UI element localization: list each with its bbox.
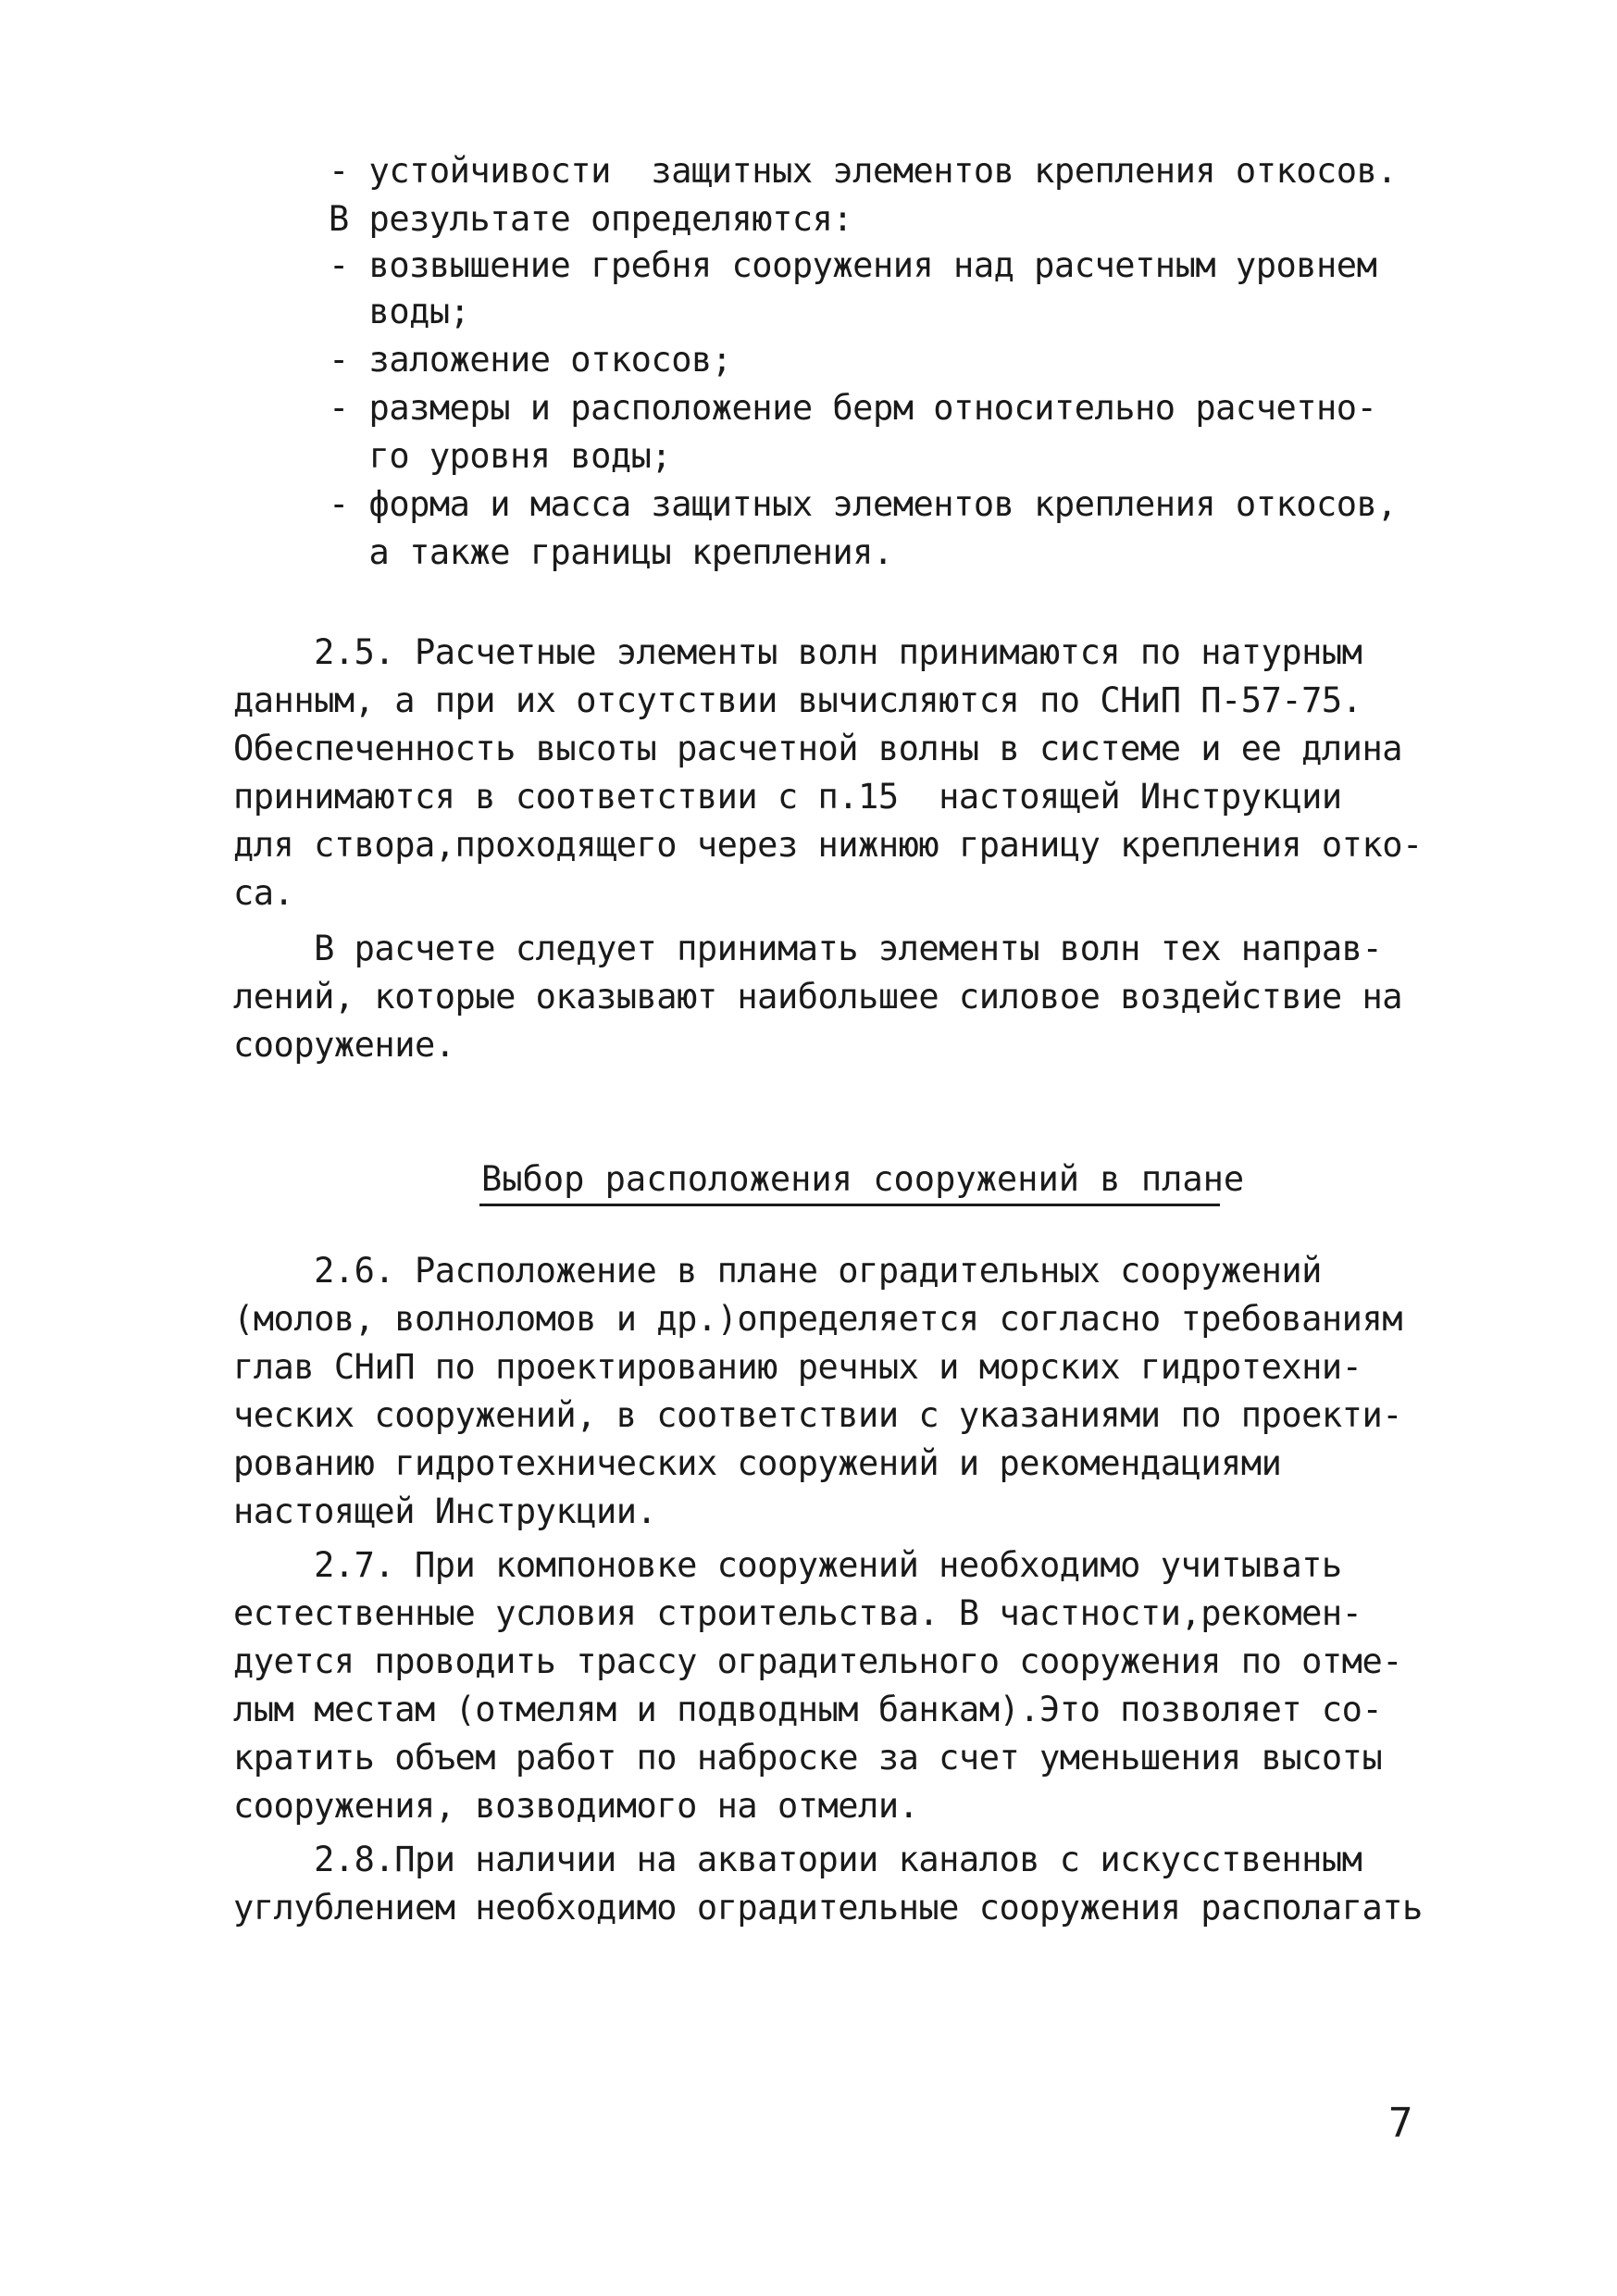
text-line: - размеры и расположение берм относительно расчетно- <box>329 388 1377 428</box>
text-line: ческих сооружений, в соответствии с указаниями по проекти- <box>233 1395 1403 1435</box>
text-line: лений, которые оказывают наибольшее силовое воздействие на <box>233 977 1403 1017</box>
text-line: принимаются в соответствии с п.15 настоящей Инструкции <box>233 777 1342 817</box>
text-line: 2.6. Расположение в плане оградительных сооружений <box>233 1251 1322 1291</box>
text-line: рованию гидротехнических сооружений и рекомендациями <box>233 1443 1282 1483</box>
text-line: В расчете следует принимать элементы волн тех направ- <box>233 929 1383 968</box>
text-line: 2.5. Расчетные элементы волн принимаются по натурным <box>233 632 1362 672</box>
text-line: настоящей Инструкции. <box>233 1491 657 1531</box>
text-line: - заложение откосов; <box>329 340 732 380</box>
text-line: сооружение. <box>233 1025 455 1065</box>
text-line: 2.7. При компоновке сооружений необходимо учитывать <box>233 1545 1342 1585</box>
text-line: - форма и масса защитных элементов крепления откосов, <box>329 484 1398 524</box>
text-line: кратить объем работ по наброске за счет уменьшения высоты <box>233 1738 1383 1778</box>
text-line: (молов, волноломов и др.)определяется согласно требованиям <box>233 1299 1403 1339</box>
text-line: Обеспеченность высоты расчетной волны в системе и ее длина <box>233 729 1403 768</box>
section-heading: Выбор расположения сооружений в плане <box>481 1159 1245 1199</box>
text-line: углублением необходимо оградительные сооружения располагать <box>233 1888 1423 1928</box>
text-line: данным, а при их отсутствии вычисляются по СНиП П-57-75. <box>233 680 1362 720</box>
text-line: го уровня воды; <box>329 436 672 476</box>
text-line: са. <box>233 873 294 913</box>
text-line: дуется проводить трассу оградительного сооружения по отме- <box>233 1641 1403 1681</box>
text-line: сооружения, возводимого на отмели. <box>233 1786 919 1826</box>
text-line: - устойчивости защитных элементов крепления откосов. <box>329 151 1398 191</box>
text-line: - возвышение гребня сооружения над расчетным уровнем <box>329 245 1377 285</box>
text-line: В результате определяются: <box>329 199 853 239</box>
heading-underline <box>479 1204 1220 1206</box>
text-line: 2.8.При наличии на акватории каналов с искусственным <box>233 1840 1362 1879</box>
page-number: 7 <box>1388 2100 1413 2147</box>
text-line: лым местам (отмелям и подводным банкам).Это позволяет со- <box>233 1690 1383 1729</box>
text-line: а также границы крепления. <box>329 532 893 572</box>
text-line: воды; <box>329 292 470 331</box>
text-line: естественные условия строительства. В частности,рекомен- <box>233 1593 1362 1633</box>
text-line: для створа,проходящего через нижнюю границу крепления отко- <box>233 825 1423 865</box>
text-line: глав СНиП по проектированию речных и морских гидротехни- <box>233 1347 1362 1387</box>
